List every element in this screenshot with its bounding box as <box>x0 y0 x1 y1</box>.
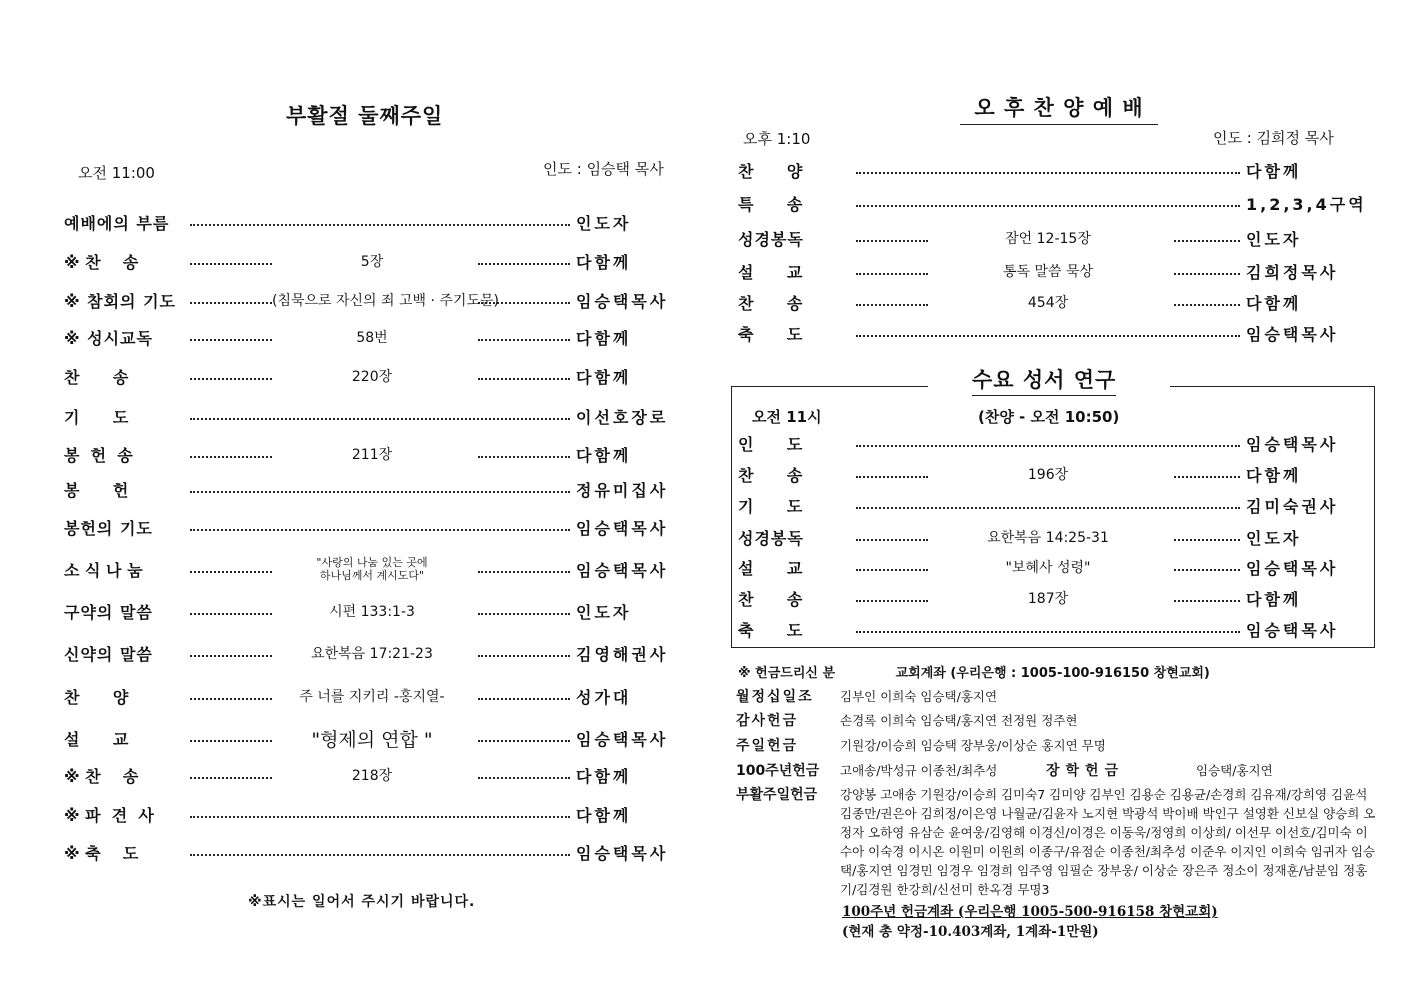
order-row <box>738 492 1368 518</box>
leader-dots <box>190 571 272 573</box>
row-label: 설 교 <box>738 558 803 578</box>
row-person: 인도자 <box>576 602 632 622</box>
leader-dots <box>478 456 570 458</box>
row-person: 임승택목사 <box>576 518 669 538</box>
leader-dots <box>478 613 570 615</box>
row-label: 찬 송 <box>738 465 803 485</box>
order-row <box>64 248 688 274</box>
row-detail: 58번 <box>356 330 388 346</box>
leader-dots <box>478 571 570 573</box>
row-label: 찬 송 <box>738 589 803 609</box>
standing-note: ※표시는 일어서 주시기 바랍니다. <box>248 894 476 910</box>
leader-dots <box>856 205 1240 207</box>
leader-dots <box>190 655 272 657</box>
order-row <box>738 461 1368 487</box>
afternoon-time: 오후 1:10 <box>743 130 811 148</box>
row-person: 임승택목사 <box>1246 558 1339 578</box>
row-detail: "사랑의 나눔 있는 곳에 하나님께서 계시도다" <box>316 556 428 582</box>
row-person: 인도자 <box>1246 528 1302 548</box>
row-person: 다함께 <box>1246 589 1302 609</box>
leader-dots <box>856 476 928 478</box>
leader-dots <box>1174 240 1240 242</box>
order-row <box>738 190 1368 216</box>
order-row <box>738 225 1368 251</box>
row-person: 다함께 <box>576 445 632 465</box>
leader-dots <box>190 698 272 700</box>
row-label: ※ 찬 송 <box>64 252 139 272</box>
service-leader: 인도 : 임승택 목사 <box>543 160 664 178</box>
offering-label: 100주년헌금 <box>736 763 820 779</box>
row-label: ※ 참회의 기도 <box>64 291 176 311</box>
leader-dots <box>1174 569 1240 571</box>
leader-dots <box>1174 600 1240 602</box>
row-person: 김영해권사 <box>576 644 669 664</box>
leader-dots <box>190 491 570 493</box>
leader-dots <box>478 655 570 657</box>
leader-dots <box>190 456 272 458</box>
row-detail: 454장 <box>1027 295 1069 311</box>
leader-dots <box>190 263 272 265</box>
row-detail: "보혜사 성령" <box>1005 560 1091 576</box>
order-row <box>64 683 688 709</box>
order-row <box>738 585 1368 611</box>
offering-row <box>736 686 1376 706</box>
offering-row <box>736 710 1376 730</box>
row-person: 임승택목사 <box>1246 324 1339 344</box>
row-person: 이선호장로 <box>576 407 669 427</box>
order-row <box>64 598 688 624</box>
row-label: 설 교 <box>738 262 803 282</box>
row-person: 다함께 <box>576 766 632 786</box>
row-detail: 주 너를 지키리 -홍지열- <box>299 689 445 705</box>
leader-dots <box>190 529 570 531</box>
row-label: 설 교 <box>64 729 129 749</box>
offering-names: 손경록 이희숙 임승택/홍지연 전정원 정주현 <box>840 713 1078 728</box>
row-person: 정유미집사 <box>576 480 669 500</box>
row-label: 찬 양 <box>738 161 803 181</box>
offering-header-label: ※ 헌금드리신 분 <box>738 666 836 681</box>
leader-dots <box>856 539 928 541</box>
row-label: ※ 찬 송 <box>64 766 139 786</box>
row-label: 찬 양 <box>64 687 129 707</box>
order-row <box>64 801 688 827</box>
order-row <box>64 839 688 865</box>
page-title: 부활절 둘째주일 <box>286 104 444 128</box>
order-row <box>64 363 688 389</box>
row-detail: 211장 <box>351 447 393 463</box>
row-label: 특 송 <box>738 194 803 214</box>
leader-dots <box>856 631 1240 633</box>
row-detail: 196장 <box>1027 467 1069 483</box>
order-row <box>64 725 688 751</box>
order-row <box>64 287 688 313</box>
order-row <box>738 157 1368 183</box>
leader-dots <box>190 339 272 341</box>
row-detail: 5장 <box>360 254 384 270</box>
offering-label: 주일헌금 <box>736 738 799 754</box>
row-detail: 220장 <box>351 369 393 385</box>
offering-names: 강양봉 고애송 기원강/이승희 김미숙7 김미양 김부인 김용순 김용균/손경희 김유재/강희영 김윤석 김종만/권은아 김희정/이은영 나월균/김윤자 노지현 박광석 박이배 박인구 설영환 신보실 양승희 오정자 오하영 유삼순 윤여웅/김영해 이경신/이경은 이동욱/정영희 이상희/ 이선무 이선호/김미숙 이수아 이숙경 이시온 이원미 이원희 이종구/유점순 이종천/최추성 이준우 이지인 이희숙 임귀자 임승택/홍지연 임경민 임경우 임경희 임주영 임필순 장부웅/ 이상순 장은주 정소이 정재훈/남분임 정홍기/김경원 한강희/신선미 한옥경 무명3 <box>840 787 1376 897</box>
row-person: 다함께 <box>576 252 632 272</box>
leader-dots <box>478 777 570 779</box>
leader-dots <box>856 335 1240 337</box>
row-detail: 218장 <box>351 768 393 784</box>
row-person: 인도자 <box>1246 229 1302 249</box>
row-person: 1,2,3,4구역 <box>1246 194 1367 214</box>
row-person: 성가대 <box>576 687 632 707</box>
leader-dots <box>478 339 570 341</box>
order-row <box>64 476 688 502</box>
row-person: 임승택목사 <box>1246 434 1339 454</box>
row-label: 봉헌의 기도 <box>64 518 153 538</box>
row-label: 찬 송 <box>738 293 803 313</box>
row-person: 다함께 <box>1246 465 1302 485</box>
row-label: ※ 축 도 <box>64 843 139 863</box>
row-detail: 통독 말씀 묵상 <box>1002 264 1094 280</box>
leader-dots <box>1174 539 1240 541</box>
pledge-status: (현재 총 약정-10.403계좌, 1계좌-1만원) <box>842 924 1099 940</box>
leader-dots <box>856 507 1240 509</box>
leader-dots <box>856 569 928 571</box>
row-label: 봉 헌 송 <box>64 445 133 465</box>
row-person: 인도자 <box>576 213 632 233</box>
row-detail: 잠언 12-15장 <box>1005 231 1091 247</box>
leader-dots <box>856 240 928 242</box>
offering-names: 고애송/박성규 이종천/최추성 <box>840 763 998 778</box>
order-row <box>738 616 1368 642</box>
row-label: 성경봉독 <box>738 229 804 249</box>
row-label: ※ 파 견 사 <box>64 805 154 825</box>
leader-dots <box>478 740 570 742</box>
leader-dots <box>856 600 928 602</box>
order-row <box>64 556 688 582</box>
row-label: 봉 헌 <box>64 480 129 500</box>
row-person: 임승택목사 <box>1246 620 1339 640</box>
order-row <box>738 320 1368 346</box>
wednesday-sub: (찬양 - 오전 10:50) <box>978 408 1120 426</box>
offering-label: 월정십일조 <box>736 689 814 705</box>
service-time: 오전 11:00 <box>78 164 155 182</box>
offering-row <box>736 760 1376 780</box>
order-row <box>64 403 688 429</box>
leader-dots <box>190 613 272 615</box>
row-label: 찬 송 <box>64 367 129 387</box>
leader-dots <box>856 172 1240 174</box>
row-label: 소 식 나 눔 <box>64 560 143 580</box>
afternoon-title: 오 후 찬 양 예 배 <box>960 92 1158 125</box>
leader-dots <box>190 378 272 380</box>
order-row <box>64 640 688 666</box>
order-row <box>738 524 1368 550</box>
offering-label: 부활주일헌금 <box>736 787 818 803</box>
row-person: 임승택목사 <box>576 560 669 580</box>
wednesday-title: 수요 성서 연구 <box>972 364 1116 396</box>
row-label: 예배에의 부름 <box>64 213 170 233</box>
wednesday-time: 오전 11시 <box>752 408 822 426</box>
church-account: 교회계좌 (우리은행 : 1005-100-916150 창현교회) <box>895 666 1210 681</box>
row-detail: 요한복음 17:21-23 <box>311 646 433 662</box>
row-label: ※ 성시교독 <box>64 328 153 348</box>
offering-names: 기원강/이승희 임승택 장부웅/이상순 홍지연 무명 <box>840 738 1106 753</box>
row-label: 축 도 <box>738 324 803 344</box>
leader-dots <box>190 302 272 304</box>
row-label: 축 도 <box>738 620 803 640</box>
row-label: 인 도 <box>738 434 803 454</box>
offering-row <box>736 735 1376 755</box>
row-label: 구약의 말씀 <box>64 602 153 622</box>
offering-header <box>738 662 1210 681</box>
row-person: 다함께 <box>1246 293 1302 313</box>
row-person: 임승택목사 <box>576 729 669 749</box>
row-person: 다함께 <box>576 805 632 825</box>
offering-names-2: 임승택/홍지연 <box>1196 763 1273 778</box>
order-row <box>64 762 688 788</box>
order-row <box>64 209 688 235</box>
leader-dots <box>478 378 570 380</box>
row-detail: 시편 133:1-3 <box>329 604 415 620</box>
order-row <box>64 441 688 467</box>
offering-row <box>736 784 1376 899</box>
order-row <box>738 430 1368 456</box>
leader-dots <box>478 302 570 304</box>
row-detail: 요한복음 14:25-31 <box>987 530 1109 546</box>
row-detail: "형제의 연합 " <box>311 728 433 751</box>
row-label: 기 도 <box>64 407 129 427</box>
afternoon-leader: 인도 : 김희정 목사 <box>1213 129 1334 147</box>
leader-dots <box>190 777 272 779</box>
leader-dots <box>478 263 570 265</box>
centennial-account: 100주년 헌금계좌 (우리은행 1005-500-916158 창현교회) <box>842 904 1218 920</box>
leader-dots <box>190 224 570 226</box>
order-row <box>64 324 688 350</box>
order-row <box>738 258 1368 284</box>
order-row <box>738 554 1368 580</box>
leader-dots <box>478 698 570 700</box>
leader-dots <box>856 445 1240 447</box>
row-detail: (침묵으로 자신의 죄 고백 · 주기도문) <box>272 293 499 309</box>
leader-dots <box>856 304 928 306</box>
offering-label: 감사헌금 <box>736 713 799 729</box>
leader-dots <box>190 740 272 742</box>
leader-dots <box>1174 304 1240 306</box>
leader-dots <box>190 418 570 420</box>
row-person: 임승택목사 <box>576 843 669 863</box>
row-person: 김희정목사 <box>1246 262 1339 282</box>
order-row <box>64 514 688 540</box>
row-label: 기 도 <box>738 496 803 516</box>
row-person: 다함께 <box>576 367 632 387</box>
leader-dots <box>190 816 570 818</box>
order-row <box>738 289 1368 315</box>
leader-dots <box>856 273 928 275</box>
offering-names: 김부인 이희숙 임승택/홍지연 <box>840 689 998 704</box>
row-person: 임승택목사 <box>576 291 669 311</box>
row-person: 김미숙권사 <box>1246 496 1339 516</box>
row-label: 신약의 말씀 <box>64 644 153 664</box>
row-detail: 187장 <box>1027 591 1069 607</box>
offering-label-2: 장학헌금 <box>1046 763 1125 779</box>
row-person: 다함께 <box>576 328 632 348</box>
leader-dots <box>1174 476 1240 478</box>
leader-dots <box>1174 273 1240 275</box>
row-person: 다함께 <box>1246 161 1302 181</box>
leader-dots <box>190 854 570 856</box>
row-label: 성경봉독 <box>738 528 804 548</box>
